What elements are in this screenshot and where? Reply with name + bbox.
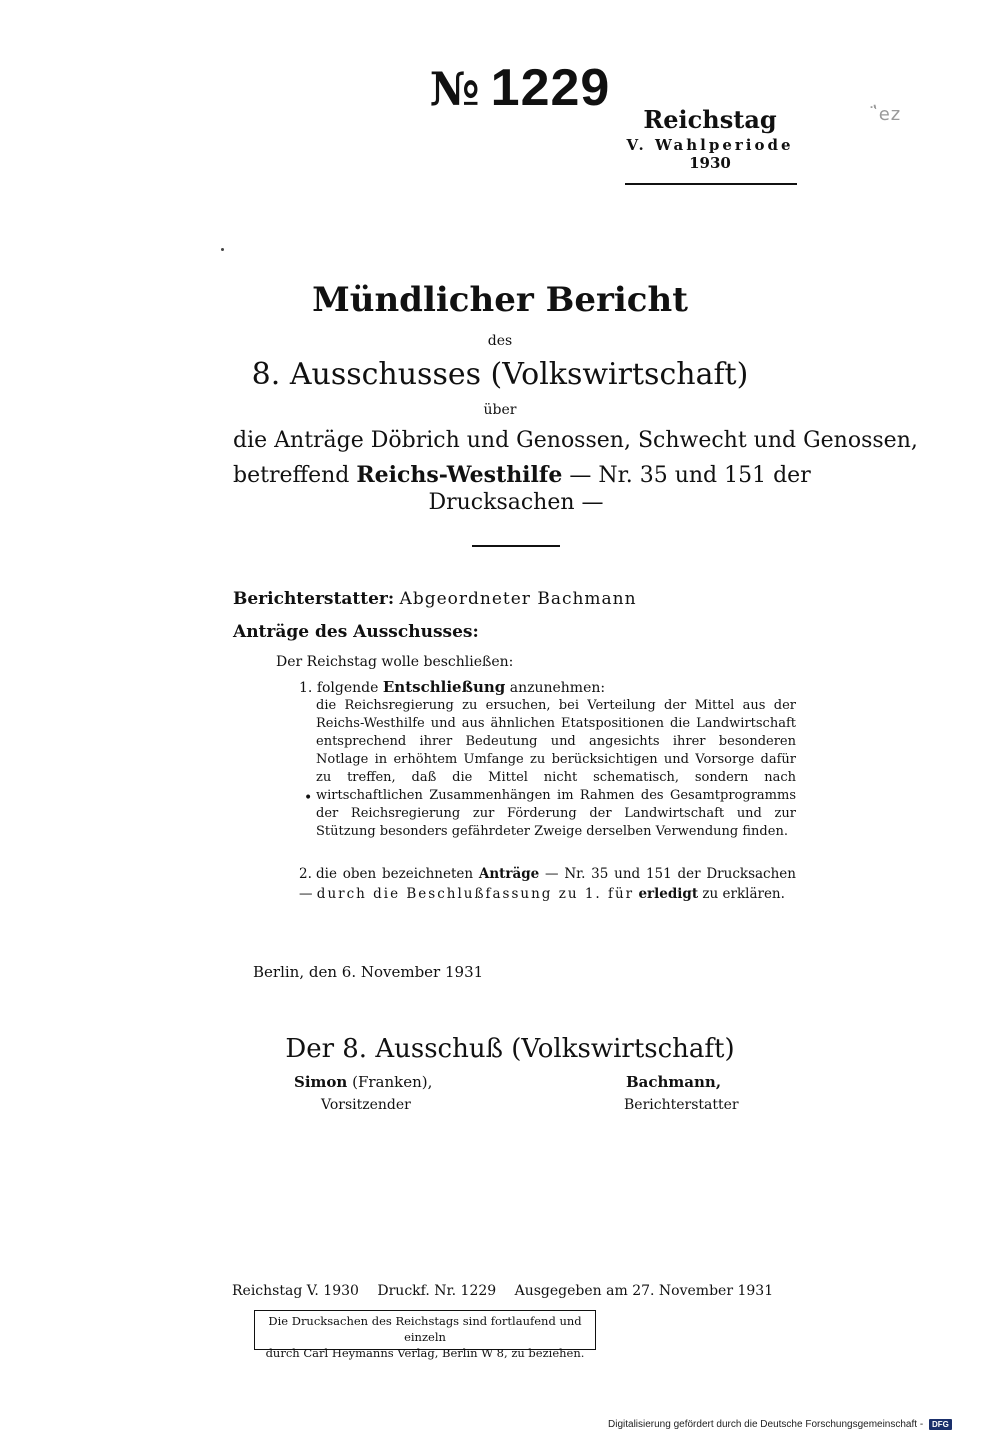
section-divider bbox=[472, 545, 560, 547]
preamble: Der Reichstag wolle beschließen: bbox=[276, 654, 514, 670]
chair-suffix: (Franken), bbox=[352, 1073, 433, 1091]
reporter-label: Berichterstatter: bbox=[233, 589, 395, 609]
subject-line-3: Drucksachen — bbox=[428, 490, 604, 515]
digitization-credit bbox=[608, 1419, 952, 1430]
subject-pre: betreffend bbox=[233, 463, 350, 488]
reporter-line bbox=[233, 589, 637, 609]
distribution-note bbox=[254, 1310, 596, 1360]
subject-topic: Reichs-Westhilfe bbox=[356, 462, 563, 488]
period-year: 1930 bbox=[689, 154, 731, 172]
item-2-post: zu erklären. bbox=[702, 886, 785, 902]
item-2-spaced: durch die Beschlußfassung zu 1. für bbox=[316, 886, 635, 902]
margin-dot: • bbox=[304, 790, 313, 806]
footer-line bbox=[232, 1283, 787, 1299]
scan-speck bbox=[221, 248, 224, 251]
digitization-text: Digitalisierung gefördert durch die Deutsche Forschungsgemeinschaft - bbox=[608, 1419, 924, 1431]
place-date: Berlin, den 6. November 1931 bbox=[253, 963, 484, 981]
footer-drucksache: Druckf. Nr. 1229 bbox=[377, 1283, 497, 1299]
motions-heading: Anträge des Ausschusses: bbox=[233, 622, 479, 642]
item-1-pre: folgende bbox=[316, 680, 379, 696]
document-number bbox=[0, 58, 1000, 118]
chair-role: Vorsitzender bbox=[321, 1097, 411, 1113]
item-1-heading bbox=[299, 678, 605, 696]
number-value: 1229 bbox=[490, 59, 611, 117]
item-2-number: 2. bbox=[299, 866, 312, 882]
subject-line-1: die Anträge Döbrich und Genossen, Schwecht und Genossen, bbox=[233, 428, 918, 453]
footer-issued: Ausgegeben am 27. November 1931 bbox=[514, 1283, 774, 1299]
subject-line-2 bbox=[233, 458, 811, 493]
note-line-2: durch Carl Heymanns Verlag, Berlin W 8, zu beziehen. bbox=[265, 1346, 585, 1360]
item-1-keyword: Entschließung bbox=[382, 678, 506, 696]
archive-stamp: ʽ̈ez bbox=[872, 104, 902, 125]
reichstag-title: Reichstag bbox=[643, 105, 777, 134]
reporter-value: Abgeordneter Bachmann bbox=[399, 589, 637, 609]
article-des: des bbox=[487, 333, 513, 349]
subject-post: — Nr. 35 und 151 der bbox=[569, 463, 811, 488]
number-symbol: № bbox=[429, 62, 481, 116]
signature-heading: Der 8. Ausschuß (Volkswirtschaft) bbox=[285, 1034, 735, 1064]
chair-name: Simon bbox=[294, 1073, 348, 1091]
rapporteur-role: Berichterstatter bbox=[624, 1097, 739, 1113]
footer-source: Reichstag V. 1930 bbox=[232, 1283, 359, 1299]
election-period: V. Wahlperiode bbox=[626, 136, 794, 154]
item-2-keyword: Anträge bbox=[478, 866, 540, 882]
reichstag-header bbox=[625, 105, 795, 172]
rapporteur-name: Bachmann, bbox=[626, 1073, 722, 1091]
note-line-1: Die Drucksachen des Reichstags sind fortlaufend und einzeln bbox=[268, 1314, 582, 1344]
resolution-text: die Reichsregierung zu ersuchen, bei Verteilung der Mittel aus der Reichs-Westhilfe und aus ähnlichen Etatspositionen die Landwirtschaft entsprechend ihrer Bedeutung und angesichts ihrer besonderen Notlage in erhöhtem Umfange zu berücksichtigen und Vorsorge dafür zu treffen, daß die Mittel nicht schematisch, sondern nach wirtschaftlichen Zusammenhängen im Rahmen des Gesamtprogramms der Reichsregierung zur Förderung der Landwirtschaft und zur Stützung besonders gefährdeter Zweige derselben Verwendung finden. bbox=[316, 698, 796, 839]
item-1-number: 1. bbox=[299, 680, 313, 696]
item-2-settled: erledigt bbox=[638, 886, 699, 902]
header-rule bbox=[625, 183, 797, 185]
committee-name: 8. Ausschusses (Volkswirtschaft) bbox=[251, 357, 749, 392]
dfg-logo: DFG bbox=[929, 1419, 952, 1430]
chair-signature bbox=[294, 1073, 432, 1091]
item-2 bbox=[299, 864, 796, 904]
item-2-mid: — Nr. 35 und 151 der Drucksachen — bbox=[299, 866, 796, 902]
report-title: Mündlicher Bericht bbox=[312, 280, 688, 320]
item-2-pre: die oben bezeichneten bbox=[316, 866, 474, 882]
preposition-ueber: über bbox=[483, 402, 517, 418]
item-1-post: anzunehmen: bbox=[509, 680, 606, 696]
